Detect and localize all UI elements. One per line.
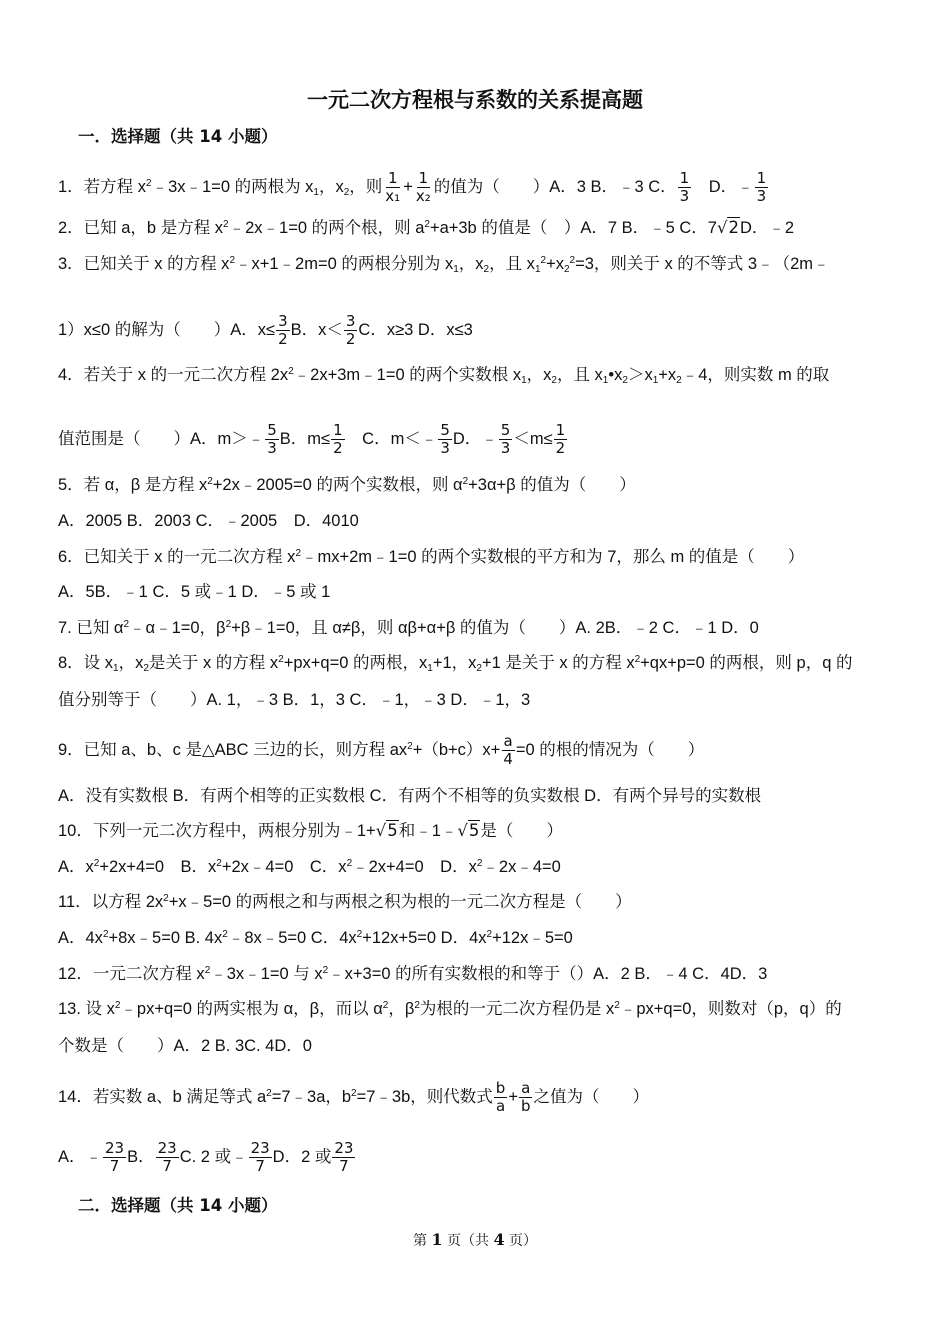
fraction: $\frac{3}{2}$ [345, 312, 356, 348]
fraction: $\frac{23}{7}$ [105, 1139, 125, 1175]
question-4-line-1: 4．若关于 x 的一元二次方程 $2x^2﹣2x+3m﹣1=0$ 的两个实数根 $x_1$，$x_2$，且 $x_1•x_2>x_1+x_2﹣4$，则实数 m 的取 [58, 366, 830, 386]
fraction: $\frac{5}{3}$ [267, 421, 277, 457]
fraction: $\frac{1}{2}$ [333, 421, 343, 457]
question-6-options: A．5B．﹣1 C．5 或﹣1 D．﹣5 或 1 [58, 583, 331, 601]
section-heading-2: 二．选择题（共 14 小题） [78, 1196, 278, 1215]
question-9-options: A．没有实数根 B．有两个相等的正实数根 C．有两个不相等的负实数根 D．有两个异号的实数根 [58, 787, 762, 805]
question-13: 13. 设 $x^2﹣px+q=0$ 的两实根为 α，β，而以 $\alpha^2$，$\beta^2$为根的一元二次方程仍是 $x^2﹣px+q=0$，则数对（p，q）的 [58, 1000, 842, 1018]
question-5-options: A．2005 B．2003 C．﹣2005 D．4010 [58, 512, 359, 530]
fraction: $\frac{1}{2}$ [555, 421, 566, 457]
fraction: $\frac{1}{\text{x₁}}$ [385, 169, 401, 205]
fraction: $\frac{23}{7}$ [334, 1139, 354, 1175]
question-11: 11．以方程 $2x^2+x﹣5=0$ 的两根之和与两根之积为根的一元二次方程是（ ） [58, 893, 632, 911]
question-7: 7. 已知 $\alpha^2﹣\alpha﹣1=0$，$\beta^2+\beta﹣1=0$，且 α≠β，则 αβ+α+β 的值为（ ）A. 2B．﹣2 C．﹣1 D．0 [58, 619, 759, 637]
question-8: 8．设 $x_1$，$x_2$是关于 x 的方程 $x^2+px+q=0$ 的两根，$x_1+1$，$x_2+1$ 是关于 x 的方程 $x^2+qx+p=0$ 的两根，则 p，q 的 [58, 654, 853, 674]
page-number: 1 [431, 1230, 443, 1249]
question-8-options: 值分别等于（ ）A. 1，﹣3 B．1，3 C．﹣1，﹣3 D．﹣1，3 [58, 691, 531, 709]
question-5: 5．若 α，β 是方程 $x^2+2x﹣2005=0$ 的两个实数根，则 $\alpha^2+3\alpha+\beta$ 的值为（ ） [58, 476, 636, 494]
question-10-options: A．$x^2+2x+4=0$ B．$x^2+2x﹣4=0$ C．$x^2﹣2x+4=0$ D．$x^2﹣2x﹣4=0$ [58, 858, 561, 876]
sqrt-expression: √5 [457, 821, 480, 840]
question-11-options: A．$4x^2+8x﹣5=0$ B. $4x^2﹣8x﹣5=0$ C．$4x^2+12x+5=0$ D．$4x^2+12x﹣5=0$ [58, 929, 573, 947]
question-13-options: 个数是（ ）A．2 B. 3C. 4D．0 [58, 1037, 312, 1055]
fraction: $\frac{3}{2}$ [278, 312, 288, 348]
fraction: $\frac{1}{3}$ [756, 169, 767, 205]
fraction: $\frac{1}{3}$ [679, 169, 690, 205]
question-14-options: A．﹣ $\frac{23}{7}$ B． $\frac{23}{7}$ C. 2 或﹣ $\frac{23}{7}$ D．2 或 $\frac{23}{7}$ [58, 1139, 354, 1175]
fraction: $\frac{23}{7}$ [250, 1139, 270, 1175]
fraction: $\frac{5}{3}$ [500, 421, 511, 457]
sqrt-expression: √5 [375, 821, 398, 840]
fraction: $\frac{23}{7}$ [157, 1139, 177, 1175]
page-title: 一元二次方程根与系数的关系提高题 [307, 88, 643, 112]
fraction: $\frac{1}{\text{x₂}}$ [415, 169, 431, 205]
question-14: 14．若实数 a、b 满足等式 $a^2=7﹣3a$，$b^2=7﹣3b$，则代数式 $\frac{b}{a}$ + $\frac{a}{b}$ 之值为（ ） [58, 1079, 649, 1115]
question-10: 10．下列一元二次方程中，两根分别为﹣1+√5和﹣1﹣√5是（ ） [58, 821, 563, 840]
question-1: 1．若方程 $x^2﹣3x﹣1=0$ 的两根为 $x_1$，$x_2$，则 $\frac{1}{\text{x₁}}$ + $\frac{1}{\text{x₂}}$ 的值为（ ）A．3 B．﹣3 C． $\frac{1}{3}$ D．﹣ $\frac{1}{3}$ [58, 169, 767, 205]
fraction: $\frac{5}{3}$ [440, 421, 450, 457]
fraction: $\frac{a}{b}$ [520, 1079, 531, 1115]
question-9: 9．已知 a、b、c 是△ABC 三边的长，则方程 $ax^2+(b+c)x+$ $\frac{a}{4}$ =0 的根的情况为（ ） [58, 732, 705, 768]
question-2: 2．已知 a，b 是方程 $x^2﹣2x﹣1=0$ 的两个根，则 $a^2+a+3b$ 的值是（ ）A．7 B．﹣5 C．7√2D．﹣2 [58, 218, 795, 237]
page-total: 4 [493, 1230, 505, 1249]
sqrt-expression: √2 [716, 218, 739, 237]
question-12: 12．一元二次方程 $x^2﹣3x﹣1=0$ 与 $x^2﹣x+3=0$ 的所有实数根的和等于（）A．2 B．﹣4 C．4D．3 [58, 965, 768, 983]
question-4-line-2: 值范围是（ ）A．m＞﹣ $\frac{5}{3}$ B．m≤ $\frac{1}{2}$ C．m＜﹣ $\frac{5}{3}$ D．﹣ $\frac{5}{3}$ ＜m≤ $\frac{1}{2}$ [58, 421, 566, 457]
section-heading-1: 一．选择题（共 14 小题） [78, 127, 278, 146]
question-6: 6．已知关于 x 的一元二次方程 $x^2﹣mx+2m﹣1=0$ 的两个实数根的平方和为 7，那么 m 的值是（ ） [58, 548, 805, 566]
question-3-line-2: 1）x≤0 的解为（ ）A．x≤ $\frac{3}{2}$ B．x＜ $\frac{3}{2}$ C．x≥3 D．x≤3 [58, 312, 473, 348]
question-3-line-1: 3．已知关于 x 的方程 $x^2﹣x+1﹣2m=0$ 的两根分别为 $x_1$，$x_2$，且 $x_1^2+x_2^2=3$，则关于 x 的不等式 3﹣（2m﹣ [58, 255, 830, 275]
fraction: $\frac{b}{a}$ [495, 1079, 506, 1115]
page-footer: 第 1 页（共 4 页） [412, 1230, 538, 1249]
fraction: $\frac{a}{4}$ [503, 732, 513, 768]
